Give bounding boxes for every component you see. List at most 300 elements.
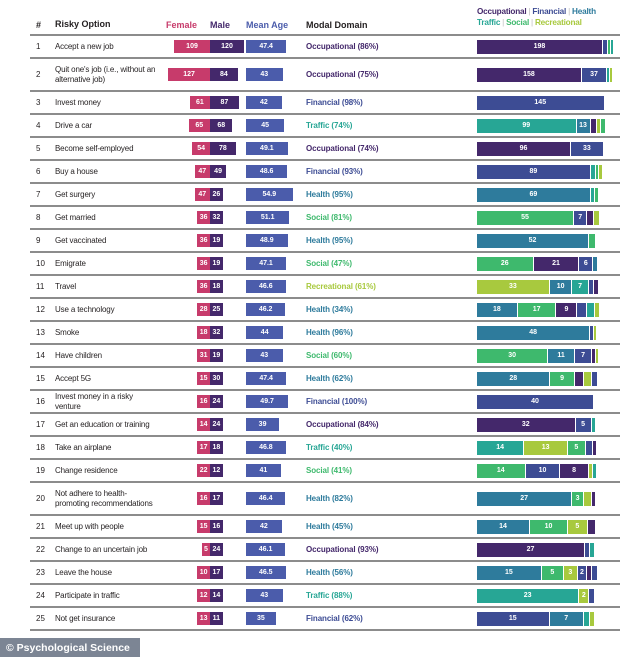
mean-age-cell: [246, 40, 300, 53]
female-bar: 47: [195, 188, 211, 201]
mean-age-bar: 48.6: [246, 165, 287, 178]
mean-age-cell: [246, 303, 300, 316]
male-bar-zone: [210, 612, 246, 625]
male-bar: 32: [210, 326, 223, 339]
domain-stacked-bar: [477, 520, 620, 534]
mean-age-bar: 49.7: [246, 395, 288, 408]
risk-perception-table: [30, 6, 620, 631]
segment-social: 30: [477, 349, 547, 363]
male-bar-zone: [210, 589, 246, 602]
domain-stacked-bar: [477, 441, 620, 455]
segment-traffic: 99: [477, 119, 576, 133]
female-bar-zone: [164, 96, 210, 109]
female-bar: 36: [197, 211, 210, 224]
risky-option-label: Meet up with people: [55, 521, 124, 531]
gender-bars: [164, 441, 246, 454]
male-bar: 17: [210, 492, 223, 505]
modal-domain-label: Financial (93%): [306, 167, 363, 176]
gender-bars: [164, 211, 246, 224]
mean-age-cell: [246, 464, 300, 477]
male-bar: 24: [210, 395, 223, 408]
segment-occupational: [588, 520, 595, 534]
mean-age-bar: 45: [246, 119, 284, 132]
segment-occupational: 8: [560, 464, 587, 478]
legend-divider-icon: |: [502, 18, 505, 27]
row-number: 10: [36, 259, 45, 268]
male-bar-zone: [210, 165, 246, 178]
female-bar-zone: [164, 280, 210, 293]
row-number: 7: [36, 190, 41, 199]
female-bar-zone: [164, 68, 210, 81]
gender-bars: [164, 418, 246, 431]
female-bar: 15: [197, 372, 210, 385]
male-bar: 84: [210, 68, 238, 81]
segment-traffic: 23: [477, 589, 578, 603]
row-number: 15: [36, 374, 45, 383]
segment-financial: 7: [574, 211, 586, 225]
segment-financial: 7: [575, 349, 591, 363]
legend-item-recreational: Recreational: [534, 18, 582, 27]
mean-age-cell: [246, 257, 300, 270]
segment-recreational: [599, 165, 602, 179]
female-bar-zone: [164, 303, 210, 316]
female-bar: 5: [202, 543, 210, 556]
gender-bars: [164, 372, 246, 385]
female-bar: 17: [197, 441, 210, 454]
modal-domain-label: Health (45%): [306, 522, 353, 531]
gender-bars: [164, 326, 246, 339]
table-row: [30, 516, 620, 539]
segment-health: 48: [477, 326, 589, 340]
segment-occupational: 32: [477, 418, 575, 432]
segment-social: [595, 188, 598, 202]
domain-stacked-bar: [477, 234, 620, 248]
row-number: 19: [36, 466, 45, 475]
mean-age-cell: [246, 349, 300, 362]
segment-social: 14: [477, 464, 525, 478]
gender-bars: [164, 520, 246, 533]
mean-age-bar: 51.1: [246, 211, 289, 224]
segment-occupational: 21: [534, 257, 579, 271]
male-bar-zone: [210, 349, 246, 362]
row-number: 3: [36, 98, 41, 107]
segment-traffic: [593, 464, 596, 478]
domain-stacked-bar: [477, 589, 620, 603]
mean-age-cell: [246, 119, 300, 132]
male-bar-zone: [210, 119, 246, 132]
legend-item-traffic: Traffic: [477, 18, 501, 27]
mean-age-bar: 43: [246, 349, 283, 362]
mean-age-bar: 46.8: [246, 441, 286, 454]
mean-age-bar: 35: [246, 612, 276, 625]
header-mean-age: Mean Age: [246, 20, 289, 30]
male-bar: 16: [210, 520, 223, 533]
segment-traffic: [611, 40, 613, 54]
table-row: [30, 322, 620, 345]
segment-recreational: [589, 464, 592, 478]
male-bar-zone: [210, 492, 246, 505]
risky-option-label: Take an airplane: [55, 442, 112, 452]
row-number: 17: [36, 420, 45, 429]
male-bar-zone: [210, 280, 246, 293]
segment-recreational: [590, 612, 595, 626]
gender-bars: [164, 612, 246, 625]
segment-recreational: 3: [564, 566, 577, 580]
segment-recreational: [594, 211, 599, 225]
segment-health: 52: [477, 234, 588, 248]
mean-age-bar: 46.5: [246, 566, 286, 579]
gender-bars: [164, 142, 246, 155]
male-bar: 19: [210, 257, 223, 270]
gender-bars: [164, 349, 246, 362]
risky-option-label: Accept a new job: [55, 41, 114, 51]
gender-bars: [164, 303, 246, 316]
female-bar-zone: [164, 119, 210, 132]
segment-health: 14: [477, 520, 529, 534]
segment-health: 69: [477, 188, 590, 202]
domain-stacked-bar: [477, 257, 620, 271]
risky-option-label: Have children: [55, 350, 102, 360]
row-number: 14: [36, 351, 45, 360]
female-bar: 36: [197, 280, 210, 293]
mean-age-bar: 42: [246, 96, 282, 109]
domain-stacked-bar: [477, 142, 620, 156]
mean-age-cell: [246, 68, 300, 81]
mean-age-bar: 43: [246, 589, 283, 602]
male-bar: 19: [210, 234, 223, 247]
segment-recreational: [594, 326, 596, 340]
risky-option-label: Drive a car: [55, 120, 93, 130]
modal-domain-label: Traffic (40%): [306, 443, 353, 452]
female-bar: 18: [197, 326, 210, 339]
segment-occupational: [575, 372, 583, 386]
female-bar-zone: [164, 165, 210, 178]
domain-stacked-bar: [477, 303, 620, 317]
gender-bars: [164, 68, 246, 81]
male-bar-zone: [210, 441, 246, 454]
mean-age-cell: [246, 543, 300, 556]
female-bar-zone: [164, 520, 210, 533]
female-bar-zone: [164, 234, 210, 247]
female-bar: 61: [190, 96, 210, 109]
segment-occupational: 158: [477, 68, 581, 82]
modal-domain-label: Social (41%): [306, 466, 352, 475]
segment-financial: 2: [578, 566, 586, 580]
segment-social: 5: [568, 441, 585, 455]
gender-bars: [164, 188, 246, 201]
segment-occupational: [591, 119, 596, 133]
domain-stacked-bar: [477, 349, 620, 363]
modal-domain-label: Social (47%): [306, 259, 352, 268]
table-row: [30, 115, 620, 138]
segment-health: 13: [577, 119, 590, 133]
legend-item-financial: Financial: [532, 7, 567, 16]
modal-domain-label: Occupational (86%): [306, 42, 379, 51]
risky-option-label: Get surgery: [55, 189, 96, 199]
male-bar: 24: [210, 543, 223, 556]
male-bar-zone: [210, 142, 246, 155]
table-row: [30, 368, 620, 391]
table-row: [30, 414, 620, 437]
male-bar: 24: [210, 418, 223, 431]
row-number: 21: [36, 522, 45, 531]
table-row: [30, 608, 620, 631]
male-bar-zone: [210, 543, 246, 556]
table-row: [30, 92, 620, 115]
modal-domain-label: Occupational (74%): [306, 144, 379, 153]
gender-bars: [164, 96, 246, 109]
domain-stacked-bar: [477, 40, 620, 54]
mean-age-bar: 46.2: [246, 303, 285, 316]
segment-traffic: [584, 612, 589, 626]
segment-financial: 10: [526, 464, 560, 478]
male-bar-zone: [210, 303, 246, 316]
male-bar: 68: [210, 119, 232, 132]
gender-bars: [164, 589, 246, 602]
male-bar: 12: [210, 464, 223, 477]
domain-stacked-bar: [477, 566, 620, 580]
segment-traffic: [591, 188, 594, 202]
segment-recreational: [584, 492, 591, 506]
risky-option-label: Not get insurance: [55, 613, 116, 623]
segment-social: [608, 40, 611, 54]
row-number: 16: [36, 397, 45, 406]
modal-domain-label: Health (95%): [306, 236, 353, 245]
female-bar-zone: [164, 349, 210, 362]
female-bar: 109: [174, 40, 210, 53]
male-bar-zone: [210, 520, 246, 533]
gender-bars: [164, 492, 246, 505]
segment-financial: 5: [576, 418, 591, 432]
legend-item-social: Social: [506, 18, 530, 27]
modal-domain-label: Occupational (75%): [306, 70, 379, 79]
mean-age-bar: 46.4: [246, 492, 285, 505]
table-row: [30, 59, 620, 92]
risky-option-label: Get vaccinated: [55, 235, 107, 245]
female-bar-zone: [164, 464, 210, 477]
segment-financial: [577, 303, 586, 317]
mean-age-cell: [246, 211, 300, 224]
segment-occupational: [587, 211, 592, 225]
row-number: 22: [36, 545, 45, 554]
mean-age-bar: 49.1: [246, 142, 288, 155]
header-male: Male: [210, 20, 231, 30]
modal-domain-label: Financial (100%): [306, 397, 368, 406]
female-bar: 54: [192, 142, 210, 155]
segment-health: 15: [477, 566, 541, 580]
segment-financial: [592, 372, 597, 386]
segment-financial: [589, 589, 593, 603]
mean-age-bar: 47.4: [246, 40, 286, 53]
legend-line: [477, 17, 620, 28]
segment-financial: 33: [571, 142, 603, 156]
female-bar-zone: [164, 566, 210, 579]
row-number: 4: [36, 121, 41, 130]
segment-financial: [603, 40, 607, 54]
gender-bars: [164, 165, 246, 178]
mean-age-cell: [246, 165, 300, 178]
header-female: Female: [166, 20, 198, 30]
gender-bars: [164, 257, 246, 270]
row-number: 6: [36, 167, 41, 176]
female-bar: 127: [168, 68, 210, 81]
segment-social: 17: [518, 303, 556, 317]
mean-age-cell: [246, 520, 300, 533]
female-bar-zone: [164, 211, 210, 224]
risky-option-label: Emigrate: [55, 258, 86, 268]
row-number: 23: [36, 568, 45, 577]
domain-stacked-bar: [477, 372, 620, 386]
risky-option-label: Become self-employed: [55, 143, 134, 153]
domain-stacked-bar: [477, 612, 620, 626]
gender-bars: [164, 543, 246, 556]
mean-age-bar: 39: [246, 418, 279, 431]
risky-option-label: Use a technology: [55, 304, 115, 314]
segment-recreational: [610, 68, 612, 82]
modal-domain-label: Social (60%): [306, 351, 352, 360]
domain-stacked-bar: [477, 492, 620, 506]
segment-traffic: [607, 68, 609, 82]
gender-bars: [164, 395, 246, 408]
row-number: 11: [36, 282, 45, 291]
mean-age-cell: [246, 441, 300, 454]
row-number: 18: [36, 443, 45, 452]
risky-option-label: Smoke: [55, 327, 80, 337]
mean-age-cell: [246, 589, 300, 602]
table-row: [30, 539, 620, 562]
mean-age-cell: [246, 234, 300, 247]
female-bar: 22: [197, 464, 210, 477]
female-bar: 16: [197, 492, 210, 505]
header-number: #: [36, 20, 42, 30]
segment-recreational: [584, 372, 592, 386]
male-bar-zone: [210, 464, 246, 477]
source-badge: [0, 638, 140, 657]
male-bar-zone: [210, 68, 246, 81]
male-bar-zone: [210, 372, 246, 385]
female-bar: 47: [195, 165, 211, 178]
domain-stacked-bar: [477, 96, 620, 110]
row-number: 8: [36, 213, 41, 222]
female-bar: 16: [197, 395, 210, 408]
segment-recreational: 33: [477, 280, 549, 294]
gender-bars: [164, 464, 246, 477]
male-bar-zone: [210, 40, 246, 53]
segment-traffic: [587, 303, 594, 317]
segment-occupational: 198: [477, 40, 602, 54]
row-number: 2: [36, 70, 41, 79]
female-bar: 36: [197, 257, 210, 270]
female-bar-zone: [164, 142, 210, 155]
table-body: [30, 36, 620, 631]
domain-stacked-bar: [477, 464, 620, 478]
segment-recreational: 5: [568, 520, 587, 534]
segment-social: 26: [477, 257, 533, 271]
row-number: 9: [36, 236, 41, 245]
segment-health: [593, 257, 597, 271]
segment-social: [601, 119, 605, 133]
mean-age-cell: [246, 280, 300, 293]
segment-occupational: 96: [477, 142, 570, 156]
table-row: [30, 437, 620, 460]
male-bar: 17: [210, 566, 223, 579]
modal-domain-label: Health (96%): [306, 328, 353, 337]
female-bar-zone: [164, 589, 210, 602]
modal-domain-label: Financial (98%): [306, 98, 363, 107]
mean-age-bar: 46.1: [246, 543, 285, 556]
table-row: [30, 230, 620, 253]
female-bar: 15: [197, 520, 210, 533]
segment-recreational: [595, 303, 599, 317]
row-number: 20: [36, 494, 45, 503]
table-row: [30, 36, 620, 59]
male-bar: 32: [210, 211, 223, 224]
row-number: 25: [36, 614, 45, 623]
gender-bars: [164, 119, 246, 132]
modal-domain-label: Health (34%): [306, 305, 353, 314]
male-bar: 11: [210, 612, 223, 625]
female-bar-zone: [164, 395, 210, 408]
table-row: [30, 483, 620, 516]
modal-domain-label: Financial (62%): [306, 614, 363, 623]
table-header: [30, 6, 620, 36]
segment-social: 3: [572, 492, 582, 506]
row-number: 5: [36, 144, 41, 153]
segment-health: 28: [477, 372, 549, 386]
modal-domain-label: Health (56%): [306, 568, 353, 577]
segment-recreational: [597, 119, 601, 133]
female-bar-zone: [164, 372, 210, 385]
mean-age-bar: 48.9: [246, 234, 288, 247]
risky-option-label: Change to an uncertain job: [55, 544, 148, 554]
source-text: © Psychological Science: [6, 641, 130, 654]
domain-stacked-bar: [477, 68, 620, 82]
segment-traffic: [591, 165, 595, 179]
segment-social: 55: [477, 211, 573, 225]
risky-option-label: Accept 5G: [55, 373, 92, 383]
table-row: [30, 161, 620, 184]
male-bar: 18: [210, 441, 223, 454]
modal-domain-label: Traffic (74%): [306, 121, 353, 130]
modal-domain-label: Health (62%): [306, 374, 353, 383]
risky-option-label: Get married: [55, 212, 96, 222]
segment-financial: 37: [582, 68, 606, 82]
segment-financial: [589, 280, 593, 294]
table-row: [30, 585, 620, 608]
gender-bars: [164, 234, 246, 247]
gender-bars: [164, 566, 246, 579]
risky-option-label: Change residence: [55, 465, 118, 475]
segment-financial: [585, 543, 589, 557]
table-row: [30, 207, 620, 230]
segment-social: 10: [530, 520, 567, 534]
domain-stacked-bar: [477, 119, 620, 133]
segment-financial: 145: [477, 96, 604, 110]
domain-stacked-bar: [477, 326, 620, 340]
table-row: [30, 299, 620, 322]
segment-financial: 15: [477, 612, 549, 626]
female-bar: 28: [197, 303, 210, 316]
domain-stacked-bar: [477, 188, 620, 202]
modal-domain-label: Occupational (84%): [306, 420, 379, 429]
female-bar-zone: [164, 543, 210, 556]
female-bar: 31: [197, 349, 210, 362]
table-row: [30, 460, 620, 483]
male-bar-zone: [210, 326, 246, 339]
gender-bars: [164, 280, 246, 293]
mean-age-bar: 41: [246, 464, 281, 477]
male-bar: 78: [210, 142, 236, 155]
